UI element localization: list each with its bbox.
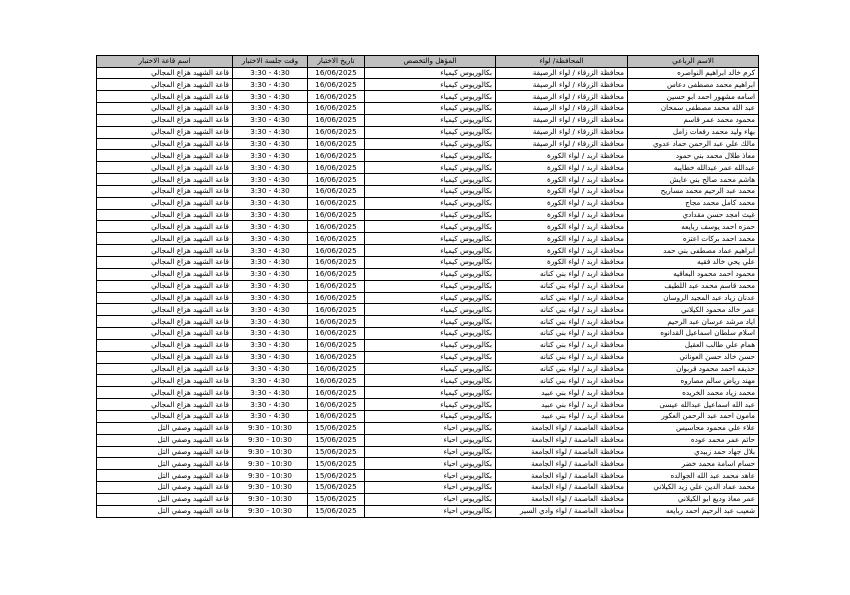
cell-hall: قاعة الشهيد هزاع المجالي — [97, 316, 233, 328]
table-row — [97, 197, 759, 209]
cell-qualification: بكالوريوس كيمياء — [365, 185, 496, 197]
table-row — [97, 174, 759, 186]
cell-exam-date: 16/06/2025 — [308, 399, 365, 411]
cell-exam-date: 16/06/2025 — [308, 150, 365, 162]
cell-session-time: 3:30 - 4:30 — [233, 410, 308, 422]
cell-name: علاء علي محمود محاسيس — [628, 422, 759, 434]
cell-name: شعيب عبد الرحيم احمد ربايعه — [628, 505, 759, 517]
cell-hall: قاعة الشهيد هزاع المجالي — [97, 257, 233, 269]
cell-qualification: بكالوريوس كيمياء — [365, 126, 496, 138]
cell-hall: قاعة الشهيد هزاع المجالي — [97, 387, 233, 399]
cell-governorate: محافظة الزرقاء / لواء الرصيفة — [496, 103, 628, 115]
cell-name: حسن خالد حسن العوناتي — [628, 351, 759, 363]
table-row — [97, 458, 759, 470]
header-session-time: وقت جلسة الاختبار — [233, 56, 308, 68]
cell-session-time: 3:30 - 4:30 — [233, 174, 308, 186]
cell-governorate: محافظة العاصمة / لواء الجامعة — [496, 482, 628, 494]
cell-hall: قاعة الشهيد هزاع المجالي — [97, 280, 233, 292]
cell-session-time: 3:30 - 4:30 — [233, 209, 308, 221]
cell-hall: قاعة الشهيد وصفي التل — [97, 434, 233, 446]
cell-hall: قاعة الشهيد هزاع المجالي — [97, 292, 233, 304]
cell-name: ابراهيم عماد مصطفى بني حمد — [628, 245, 759, 257]
cell-hall: قاعة الشهيد هزاع المجالي — [97, 268, 233, 280]
cell-session-time: 9:30 - 10:30 — [233, 458, 308, 470]
table-row — [97, 126, 759, 138]
cell-exam-date: 15/06/2025 — [308, 482, 365, 494]
cell-exam-date: 16/06/2025 — [308, 103, 365, 115]
cell-governorate: محافظة العاصمة / لواء الجامعة — [496, 434, 628, 446]
header-hall: اسم قاعة الاختبار — [97, 56, 233, 68]
cell-exam-date: 16/06/2025 — [308, 209, 365, 221]
cell-name: محمود احمد محمود البعاقيه — [628, 268, 759, 280]
cell-name: همام علي طالب العقيل — [628, 339, 759, 351]
cell-qualification: بكالوريوس كيمياء — [365, 221, 496, 233]
table-row — [97, 316, 759, 328]
table-row — [97, 505, 759, 517]
cell-name: عبد الله اسماعيل عبدالله عيسى — [628, 399, 759, 411]
cell-name: بهاء وليد محمد رفعات زامل — [628, 126, 759, 138]
table-row — [97, 387, 759, 399]
header-name: الاسم الرباعي — [628, 56, 759, 68]
cell-name: علي يحي خالد فقيه — [628, 257, 759, 269]
cell-session-time: 3:30 - 4:30 — [233, 197, 308, 209]
cell-session-time: 3:30 - 4:30 — [233, 91, 308, 103]
table-row — [97, 257, 759, 269]
cell-qualification: بكالوريوس كيمياء — [365, 114, 496, 126]
cell-governorate: محافظة اربد / لواء بني عبيد — [496, 410, 628, 422]
cell-hall: قاعة الشهيد هزاع المجالي — [97, 351, 233, 363]
cell-exam-date: 16/06/2025 — [308, 197, 365, 209]
cell-hall: قاعة الشهيد وصفي التل — [97, 458, 233, 470]
table-row — [97, 209, 759, 221]
cell-session-time: 3:30 - 4:30 — [233, 138, 308, 150]
cell-qualification: بكالوريوس كيمياء — [365, 197, 496, 209]
cell-qualification: بكالوريوس كيمياء — [365, 399, 496, 411]
cell-qualification: بكالوريوس كيمياء — [365, 375, 496, 387]
cell-qualification: بكالوريوس كيمياء — [365, 351, 496, 363]
cell-exam-date: 15/06/2025 — [308, 422, 365, 434]
cell-name: بلال جهاد حمد زبيدي — [628, 446, 759, 458]
cell-hall: قاعة الشهيد هزاع المجالي — [97, 245, 233, 257]
cell-session-time: 3:30 - 4:30 — [233, 363, 308, 375]
cell-exam-date: 16/06/2025 — [308, 316, 365, 328]
cell-name: مهند رياض سالم مصاروه — [628, 375, 759, 387]
cell-qualification: بكالوريوس احياء — [365, 446, 496, 458]
cell-governorate: محافظة اربد / لواء الكورة — [496, 162, 628, 174]
table-row — [97, 434, 759, 446]
cell-exam-date: 16/06/2025 — [308, 280, 365, 292]
cell-name: محمد عبد الرحيم محمد مساريح — [628, 185, 759, 197]
cell-hall: قاعة الشهيد هزاع المجالي — [97, 162, 233, 174]
cell-governorate: محافظة العاصمة / لواء الجامعة — [496, 446, 628, 458]
cell-session-time: 9:30 - 10:30 — [233, 482, 308, 494]
cell-hall: قاعة الشهيد هزاع المجالي — [97, 375, 233, 387]
cell-hall: قاعة الشهيد هزاع المجالي — [97, 103, 233, 115]
cell-qualification: بكالوريوس كيمياء — [365, 209, 496, 221]
table-row — [97, 351, 759, 363]
cell-governorate: محافظة اربد / لواء بني كنانه — [496, 280, 628, 292]
cell-name: حاتم عمر محمد عوده — [628, 434, 759, 446]
cell-governorate: محافظة اربد / لواء بني كنانه — [496, 363, 628, 375]
cell-session-time: 3:30 - 4:30 — [233, 304, 308, 316]
cell-name: حذيفه احمد محمود قربوان — [628, 363, 759, 375]
table-row — [97, 328, 759, 340]
cell-session-time: 3:30 - 4:30 — [233, 339, 308, 351]
cell-name: اسلام سلطان اسماعيل القدانوه — [628, 328, 759, 340]
table-row — [97, 304, 759, 316]
cell-governorate: محافظة اربد / لواء الكورة — [496, 185, 628, 197]
table-header-row — [97, 56, 759, 68]
header-governorate: المحافظة/ لواء — [496, 56, 628, 68]
cell-qualification: بكالوريوس كيمياء — [365, 174, 496, 186]
cell-name: محمد قاسم محمد عبد اللطيف — [628, 280, 759, 292]
cell-exam-date: 16/06/2025 — [308, 257, 365, 269]
cell-qualification: بكالوريوس كيمياء — [365, 103, 496, 115]
cell-governorate: محافظة العاصمة / لواء وادي السير — [496, 505, 628, 517]
cell-session-time: 3:30 - 4:30 — [233, 185, 308, 197]
cell-hall: قاعة الشهيد هزاع المجالي — [97, 185, 233, 197]
cell-hall: قاعة الشهيد هزاع المجالي — [97, 91, 233, 103]
cell-qualification: بكالوريوس كيمياء — [365, 316, 496, 328]
cell-governorate: محافظة العاصمة / لواء الجامعة — [496, 458, 628, 470]
cell-name: هاشم محمد صالح بني عايش — [628, 174, 759, 186]
cell-session-time: 3:30 - 4:30 — [233, 268, 308, 280]
cell-name: حسام اسامة محمد خضر — [628, 458, 759, 470]
table-row — [97, 233, 759, 245]
cell-exam-date: 16/06/2025 — [308, 351, 365, 363]
cell-exam-date: 15/06/2025 — [308, 470, 365, 482]
cell-hall: قاعة الشهيد هزاع المجالي — [97, 174, 233, 186]
cell-hall: قاعة الشهيد وصفي التل — [97, 505, 233, 517]
cell-exam-date: 16/06/2025 — [308, 245, 365, 257]
table-row — [97, 114, 759, 126]
cell-exam-date: 16/06/2025 — [308, 339, 365, 351]
cell-session-time: 3:30 - 4:30 — [233, 292, 308, 304]
table-row — [97, 363, 759, 375]
cell-name: محمد زياد محمد الخريده — [628, 387, 759, 399]
cell-hall: قاعة الشهيد هزاع المجالي — [97, 328, 233, 340]
cell-session-time: 3:30 - 4:30 — [233, 126, 308, 138]
cell-governorate: محافظة الزرقاء / لواء الرصيفة — [496, 91, 628, 103]
cell-hall: قاعة الشهيد هزاع المجالي — [97, 304, 233, 316]
table-row — [97, 399, 759, 411]
cell-qualification: بكالوريوس احياء — [365, 434, 496, 446]
cell-qualification: بكالوريوس كيمياء — [365, 150, 496, 162]
cell-governorate: محافظة العاصمة / لواء الجامعة — [496, 493, 628, 505]
cell-governorate: محافظة اربد / لواء بني كنانه — [496, 268, 628, 280]
cell-governorate: محافظة الزرقاء / لواء الرصيفة — [496, 114, 628, 126]
table-row — [97, 446, 759, 458]
cell-name: محمد كامل محمد مجاج — [628, 197, 759, 209]
cell-exam-date: 16/06/2025 — [308, 174, 365, 186]
cell-name: عدنان زياد عبد المجيد الروسان — [628, 292, 759, 304]
table-row — [97, 91, 759, 103]
table-row — [97, 493, 759, 505]
cell-session-time: 3:30 - 4:30 — [233, 316, 308, 328]
cell-session-time: 9:30 - 10:30 — [233, 446, 308, 458]
cell-session-time: 3:30 - 4:30 — [233, 162, 308, 174]
cell-governorate: محافظة الزرقاء / لواء الرصيفة — [496, 138, 628, 150]
cell-exam-date: 15/06/2025 — [308, 446, 365, 458]
cell-session-time: 3:30 - 4:30 — [233, 257, 308, 269]
cell-exam-date: 16/06/2025 — [308, 387, 365, 399]
cell-exam-date: 15/06/2025 — [308, 458, 365, 470]
cell-hall: قاعة الشهيد هزاع المجالي — [97, 126, 233, 138]
cell-qualification: بكالوريوس كيمياء — [365, 91, 496, 103]
cell-qualification: بكالوريوس كيمياء — [365, 292, 496, 304]
cell-governorate: محافظة اربد / لواء الكورة — [496, 221, 628, 233]
cell-hall: قاعة الشهيد هزاع المجالي — [97, 114, 233, 126]
cell-hall: قاعة الشهيد وصفي التل — [97, 493, 233, 505]
cell-session-time: 9:30 - 10:30 — [233, 493, 308, 505]
table-row — [97, 67, 759, 79]
cell-qualification: بكالوريوس احياء — [365, 493, 496, 505]
cell-exam-date: 16/06/2025 — [308, 79, 365, 91]
cell-name: حمزه احمد يوسف ربايعه — [628, 221, 759, 233]
exam-schedule-sheet — [96, 55, 758, 518]
cell-governorate: محافظة اربد / لواء الكورة — [496, 150, 628, 162]
table-row — [97, 422, 759, 434]
cell-name: غيث امجد حسن مقدادي — [628, 209, 759, 221]
cell-exam-date: 15/06/2025 — [308, 434, 365, 446]
cell-qualification: بكالوريوس كيمياء — [365, 387, 496, 399]
cell-qualification: بكالوريوس كيمياء — [365, 280, 496, 292]
cell-qualification: بكالوريوس كيمياء — [365, 268, 496, 280]
cell-name: عمر خالد محمود الكيلاني — [628, 304, 759, 316]
cell-exam-date: 16/06/2025 — [308, 67, 365, 79]
cell-qualification: بكالوريوس احياء — [365, 470, 496, 482]
cell-session-time: 3:30 - 4:30 — [233, 67, 308, 79]
cell-governorate: محافظة الزرقاء / لواء الرصيفة — [496, 67, 628, 79]
cell-exam-date: 16/06/2025 — [308, 221, 365, 233]
cell-governorate: محافظة اربد / لواء بني كنانه — [496, 375, 628, 387]
cell-governorate: محافظة اربد / لواء بني كنانه — [496, 316, 628, 328]
cell-hall: قاعة الشهيد وصفي التل — [97, 422, 233, 434]
cell-hall: قاعة الشهيد وصفي التل — [97, 470, 233, 482]
cell-governorate: محافظة اربد / لواء الكورة — [496, 209, 628, 221]
table-row — [97, 482, 759, 494]
cell-exam-date: 16/06/2025 — [308, 410, 365, 422]
cell-qualification: بكالوريوس كيمياء — [365, 304, 496, 316]
cell-exam-date: 16/06/2025 — [308, 126, 365, 138]
cell-session-time: 3:30 - 4:30 — [233, 328, 308, 340]
table-row — [97, 268, 759, 280]
cell-session-time: 3:30 - 4:30 — [233, 399, 308, 411]
cell-session-time: 9:30 - 10:30 — [233, 422, 308, 434]
cell-hall: قاعة الشهيد هزاع المجالي — [97, 197, 233, 209]
cell-name: عبدالله عمر عبدالله خطايبه — [628, 162, 759, 174]
cell-exam-date: 16/06/2025 — [308, 328, 365, 340]
cell-name: عبد الله محمد مصطفى سمحان — [628, 103, 759, 115]
cell-session-time: 9:30 - 10:30 — [233, 434, 308, 446]
cell-name: مالك علي عبد الرحمن حماد عدوي — [628, 138, 759, 150]
cell-governorate: محافظة اربد / لواء الكورة — [496, 233, 628, 245]
cell-qualification: بكالوريوس كيمياء — [365, 410, 496, 422]
cell-qualification: بكالوريوس كيمياء — [365, 162, 496, 174]
cell-governorate: محافظة اربد / لواء بني كنانه — [496, 292, 628, 304]
cell-session-time: 9:30 - 10:30 — [233, 470, 308, 482]
cell-hall: قاعة الشهيد هزاع المجالي — [97, 138, 233, 150]
table-row — [97, 150, 759, 162]
cell-session-time: 3:30 - 4:30 — [233, 114, 308, 126]
cell-session-time: 3:30 - 4:30 — [233, 79, 308, 91]
cell-session-time: 3:30 - 4:30 — [233, 245, 308, 257]
cell-hall: قاعة الشهيد هزاع المجالي — [97, 399, 233, 411]
cell-exam-date: 15/06/2025 — [308, 505, 365, 517]
cell-session-time: 3:30 - 4:30 — [233, 387, 308, 399]
cell-session-time: 3:30 - 4:30 — [233, 221, 308, 233]
exam-schedule-table — [96, 55, 759, 518]
cell-qualification: بكالوريوس كيمياء — [365, 79, 496, 91]
cell-exam-date: 16/06/2025 — [308, 375, 365, 387]
cell-qualification: بكالوريوس احياء — [365, 422, 496, 434]
cell-name: محمود محمد عمر قاسم — [628, 114, 759, 126]
cell-exam-date: 16/06/2025 — [308, 363, 365, 375]
cell-qualification: بكالوريوس احياء — [365, 505, 496, 517]
cell-qualification: بكالوريوس كيمياء — [365, 138, 496, 150]
cell-name: محمد عماد الدين علي زيد الكيلاني — [628, 482, 759, 494]
cell-session-time: 3:30 - 4:30 — [233, 375, 308, 387]
cell-name: محمد احمد بركات اعتزه — [628, 233, 759, 245]
cell-hall: قاعة الشهيد هزاع المجالي — [97, 150, 233, 162]
cell-governorate: محافظة اربد / لواء بني كنانه — [496, 328, 628, 340]
cell-session-time: 3:30 - 4:30 — [233, 103, 308, 115]
table-row — [97, 185, 759, 197]
table-row — [97, 339, 759, 351]
cell-qualification: بكالوريوس كيمياء — [365, 363, 496, 375]
table-row — [97, 410, 759, 422]
cell-exam-date: 16/06/2025 — [308, 162, 365, 174]
cell-hall: قاعة الشهيد هزاع المجالي — [97, 339, 233, 351]
header-exam-date: تاريخ الاختبار — [308, 56, 365, 68]
cell-governorate: محافظة العاصمة / لواء الجامعة — [496, 470, 628, 482]
cell-governorate: محافظة اربد / لواء بني كنانه — [496, 339, 628, 351]
cell-exam-date: 16/06/2025 — [308, 91, 365, 103]
cell-name: اياد مرشد عرسان عبد الرحيم — [628, 316, 759, 328]
cell-exam-date: 16/06/2025 — [308, 292, 365, 304]
cell-governorate: محافظة اربد / لواء الكورة — [496, 257, 628, 269]
cell-session-time: 9:30 - 10:30 — [233, 505, 308, 517]
cell-name: اسامه مشهور احمد ابو حسين — [628, 91, 759, 103]
table-row — [97, 162, 759, 174]
cell-hall: قاعة الشهيد وصفي التل — [97, 482, 233, 494]
cell-hall: قاعة الشهيد هزاع المجالي — [97, 363, 233, 375]
cell-exam-date: 16/06/2025 — [308, 138, 365, 150]
table-row — [97, 280, 759, 292]
cell-name: ابراهيم محمد مصطفى دعاس — [628, 79, 759, 91]
cell-governorate: محافظة اربد / لواء بني عبيد — [496, 399, 628, 411]
cell-name: عاهد محمد عبد الله الجوالده — [628, 470, 759, 482]
table-row — [97, 470, 759, 482]
cell-qualification: بكالوريوس احياء — [365, 482, 496, 494]
cell-session-time: 3:30 - 4:30 — [233, 150, 308, 162]
table-row — [97, 375, 759, 387]
table-row — [97, 79, 759, 91]
cell-governorate: محافظة اربد / لواء الكورة — [496, 197, 628, 209]
cell-exam-date: 16/06/2025 — [308, 233, 365, 245]
header-qualification: المؤهل والتخصص — [365, 56, 496, 68]
table-row — [97, 103, 759, 115]
cell-qualification: بكالوريوس كيمياء — [365, 328, 496, 340]
cell-governorate: محافظة اربد / لواء بني عبيد — [496, 387, 628, 399]
cell-name: كرم خالد ابراهيم النواصره — [628, 67, 759, 79]
cell-hall: قاعة الشهيد هزاع المجالي — [97, 410, 233, 422]
cell-qualification: بكالوريوس كيمياء — [365, 257, 496, 269]
cell-exam-date: 16/06/2025 — [308, 304, 365, 316]
cell-session-time: 3:30 - 4:30 — [233, 233, 308, 245]
cell-exam-date: 15/06/2025 — [308, 493, 365, 505]
table-row — [97, 221, 759, 233]
cell-exam-date: 16/06/2025 — [308, 185, 365, 197]
cell-session-time: 3:30 - 4:30 — [233, 351, 308, 363]
cell-exam-date: 16/06/2025 — [308, 268, 365, 280]
table-row — [97, 245, 759, 257]
cell-name: مامون احمد عبد الرحمن العكور — [628, 410, 759, 422]
cell-exam-date: 16/06/2025 — [308, 114, 365, 126]
cell-qualification: بكالوريوس كيمياء — [365, 67, 496, 79]
cell-qualification: بكالوريوس كيمياء — [365, 339, 496, 351]
cell-hall: قاعة الشهيد هزاع المجالي — [97, 79, 233, 91]
cell-qualification: بكالوريوس كيمياء — [365, 233, 496, 245]
cell-name: معاذ طلال محمد بني حمود — [628, 150, 759, 162]
cell-governorate: محافظة اربد / لواء بني كنانه — [496, 351, 628, 363]
cell-governorate: محافظة اربد / لواء الكورة — [496, 174, 628, 186]
cell-qualification: بكالوريوس احياء — [365, 458, 496, 470]
cell-qualification: بكالوريوس كيمياء — [365, 245, 496, 257]
cell-governorate: محافظة الزرقاء / لواء الرصيفة — [496, 126, 628, 138]
cell-governorate: محافظة الزرقاء / لواء الرصيفة — [496, 79, 628, 91]
cell-hall: قاعة الشهيد هزاع المجالي — [97, 209, 233, 221]
cell-governorate: محافظة العاصمة / لواء الجامعة — [496, 422, 628, 434]
cell-governorate: محافظة اربد / لواء بني كنانه — [496, 304, 628, 316]
cell-name: عمر معاذ وديع ابو الكيلاني — [628, 493, 759, 505]
cell-hall: قاعة الشهيد هزاع المجالي — [97, 233, 233, 245]
cell-hall: قاعة الشهيد هزاع المجالي — [97, 221, 233, 233]
cell-hall: قاعة الشهيد وصفي التل — [97, 446, 233, 458]
cell-session-time: 3:30 - 4:30 — [233, 280, 308, 292]
table-row — [97, 138, 759, 150]
cell-governorate: محافظة اربد / لواء الكورة — [496, 245, 628, 257]
table-row — [97, 292, 759, 304]
cell-hall: قاعة الشهيد هزاع المجالي — [97, 67, 233, 79]
